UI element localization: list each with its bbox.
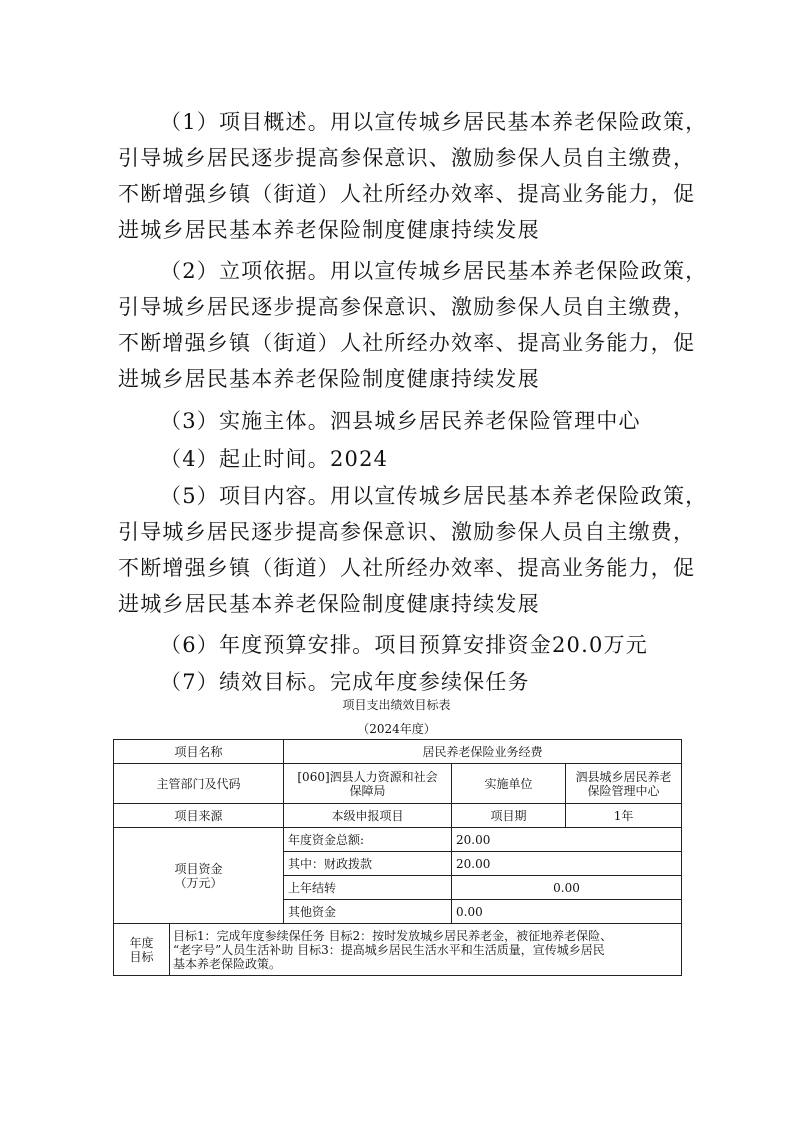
text-line: 不断增强乡镇（街道）人社所经办效率、提高业务能力，促 [118,556,696,580]
table-title: 项目支出绩效目标表 [342,698,451,712]
project-name-value: 居民养老保险业务经费 [284,740,682,764]
table-row [114,740,682,764]
period-value: 1年 [566,804,682,828]
text-line: （3）实施主体。泗县城乡居民养老保险管理中心 [160,409,641,433]
dept-value-line: [060]泗县人力资源和社会 [297,769,438,784]
text-line: （1）项目概述。用以宣传城乡居民基本养老保险政策， [160,110,708,134]
impl-value [566,764,682,804]
impl-value-line: 泗县城乡居民养老 [575,769,672,784]
annual-goal-label [114,924,170,976]
text-line: （7）绩效目标。完成年度参续保任务 [160,670,530,694]
total-funds-label: 年度资金总额: [284,828,452,852]
goal-line: 目标1：完成年度参续保任务 目标2：按时发放城乡居民养老金，被征地养老保险、 [173,928,613,943]
text-line: （6）年度预算安排。项目预算安排资金20.0万元 [160,633,648,657]
text-line: 进城乡居民基本养老保险制度健康持续发展 [118,367,540,391]
source-value: 本级申报项目 [284,804,452,828]
paragraph-implementer [118,403,678,439]
goal-line: 基本养老保险政策。 [173,956,282,971]
dept-value [284,764,452,804]
fiscal-funds-value: 20.00 [452,852,682,876]
paragraph-overview [118,104,708,248]
goal-label-line: 目标 [129,949,154,964]
annual-goal-content [170,924,682,976]
impl-value-line: 保险管理中心 [587,783,660,798]
goal-line: “老字号”人员生活补助 目标3：提高城乡居民生活水平和生活质量，宣传城乡居民 [173,942,605,957]
table-row [114,804,682,828]
source-label: 项目来源 [114,804,284,828]
impl-label: 实施单位 [452,764,566,804]
paragraph-content [118,478,708,622]
carryover-value: 0.00 [452,876,682,900]
paragraph-period [118,441,678,477]
paragraph-basis [118,253,708,397]
text-line: 进城乡居民基本养老保险制度健康持续发展 [118,218,540,242]
text-line: 进城乡居民基本养老保险制度健康持续发展 [118,592,540,616]
text-line: 不断增强乡镇（街道）人社所经办效率、提高业务能力，促 [118,182,696,206]
text-line: 不断增强乡镇（街道）人社所经办效率、提高业务能力，促 [118,331,696,355]
text-line: 引导城乡居民逐步提高参保意识、激励参保人员自主缴费， [118,146,696,170]
paragraph-goal [118,664,678,700]
total-funds-value: 20.00 [452,828,682,852]
dept-value-line: 保障局 [349,783,386,798]
table-row [114,924,682,976]
table-row [114,828,682,852]
project-name-label: 项目名称 [114,740,284,764]
dept-label: 主管部门及代码 [114,764,284,804]
funds-label [114,828,284,924]
text-line: 引导城乡居民逐步提高参保意识、激励参保人员自主缴费， [118,295,696,319]
period-label: 项目期 [452,804,566,828]
paragraph-budget [118,627,678,663]
funds-label-line: 项目资金 [174,861,223,876]
goal-label-line: 年度 [129,935,154,950]
funds-label-line: （万元） [174,875,223,890]
performance-target-table [113,739,682,976]
table-subtitle: （2024年度） [357,722,436,736]
other-funds-label: 其他资金 [284,900,452,924]
table-row [114,764,682,804]
carryover-label: 上年结转 [284,876,452,900]
text-line: （5）项目内容。用以宣传城乡居民基本养老保险政策， [160,484,708,508]
other-funds-value: 0.00 [452,900,682,924]
text-line: （4）起止时间。2024 [160,447,389,471]
text-line: 引导城乡居民逐步提高参保意识、激励参保人员自主缴费， [118,520,696,544]
fiscal-funds-label: 其中：财政拨款 [284,852,452,876]
text-line: （2）立项依据。用以宣传城乡居民基本养老保险政策， [160,259,708,283]
